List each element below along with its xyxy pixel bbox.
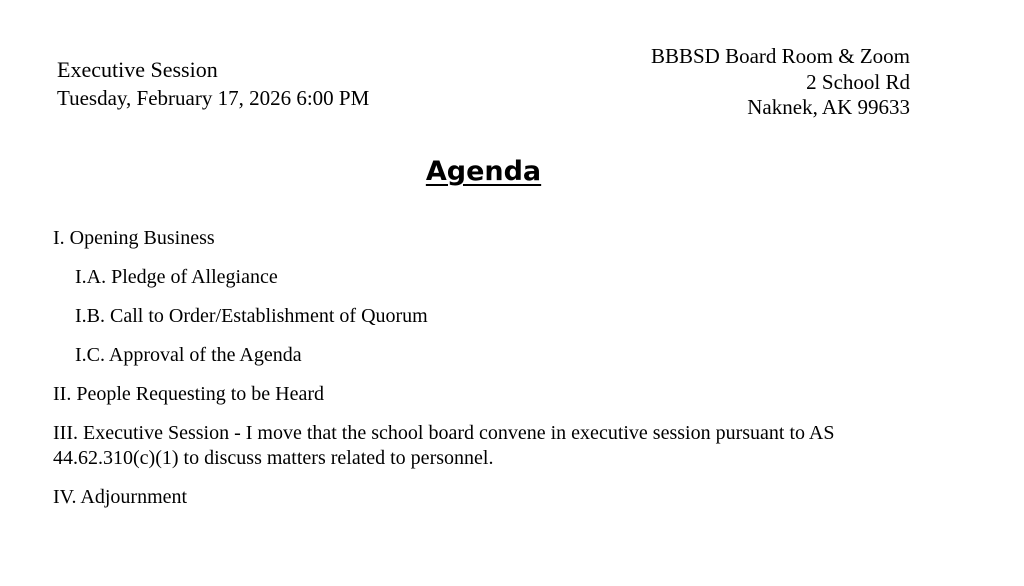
location-city: Naknek, AK 99633 [747, 95, 910, 119]
agenda-list [53, 226, 933, 524]
location-street: 2 School Rd [806, 69, 910, 94]
agenda-item-pledge: I.A. Pledge of Allegiance [75, 266, 278, 288]
agenda-item-opening-business: I. Opening Business [53, 227, 215, 249]
agenda-heading: Agenda [425, 156, 542, 187]
agenda-item-adjournment: IV. Adjournment [53, 486, 188, 508]
location-venue: BBBSD Board Room & Zoom [650, 44, 910, 68]
agenda-item-call-to-order: I.B. Call to Order/Establishment of Quorum [75, 305, 428, 327]
meeting-info [57, 56, 369, 112]
meeting-datetime: Tuesday, February 17, 2026 6:00 PM [57, 86, 370, 110]
agenda-item-approval: I.C. Approval of the Agenda [75, 344, 302, 366]
agenda-item-people-requesting: II. People Requesting to be Heard [53, 383, 325, 405]
meeting-title: Executive Session [57, 57, 218, 82]
agenda-item-executive-session: III. Executive Session - I move that the school board convene in executive session pursuant to AS 44.62.310(c)(1) to discuss matters related to personnel. [53, 422, 835, 469]
meeting-location [651, 44, 910, 121]
